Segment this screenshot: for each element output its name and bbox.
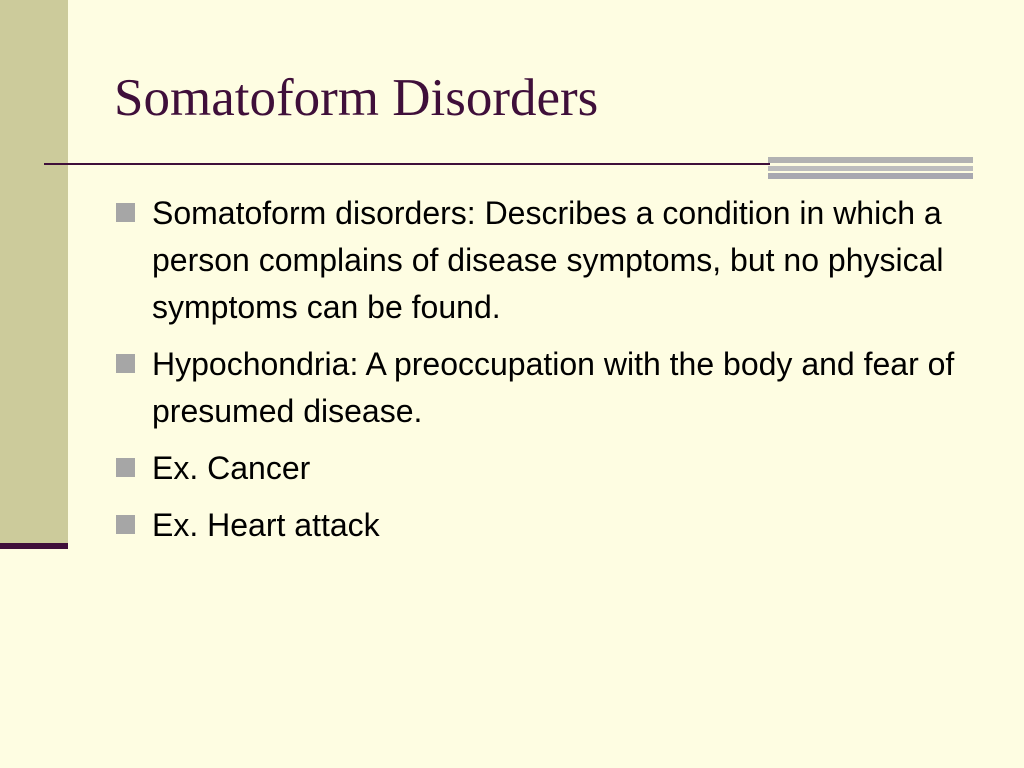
bullet-item	[116, 341, 976, 435]
accent-bars	[768, 157, 973, 179]
side-rule	[0, 543, 68, 549]
bullet-list	[116, 190, 976, 559]
bullet-text: Ex. Heart attack	[152, 507, 380, 543]
bullet-item	[116, 502, 976, 549]
slide-title: Somatoform Disorders	[114, 69, 599, 127]
square-bullet-icon	[116, 458, 135, 477]
square-bullet-icon	[116, 354, 135, 373]
title-divider	[44, 163, 770, 165]
square-bullet-icon	[116, 515, 135, 534]
accent-bar	[768, 157, 973, 163]
bullet-item	[116, 190, 976, 331]
bullet-text: Hypochondria: A preoccupation with the body and fear of presumed disease.	[152, 346, 955, 429]
side-band	[0, 0, 68, 543]
accent-bar	[768, 166, 973, 171]
bullet-text: Ex. Cancer	[152, 450, 311, 486]
square-bullet-icon	[116, 203, 135, 222]
bullet-text: Somatoform disorders: Describes a condition in which a person complains of disease symptoms, but no physical symptoms can be found.	[152, 195, 944, 325]
accent-bar	[768, 173, 973, 179]
bullet-item	[116, 445, 976, 492]
